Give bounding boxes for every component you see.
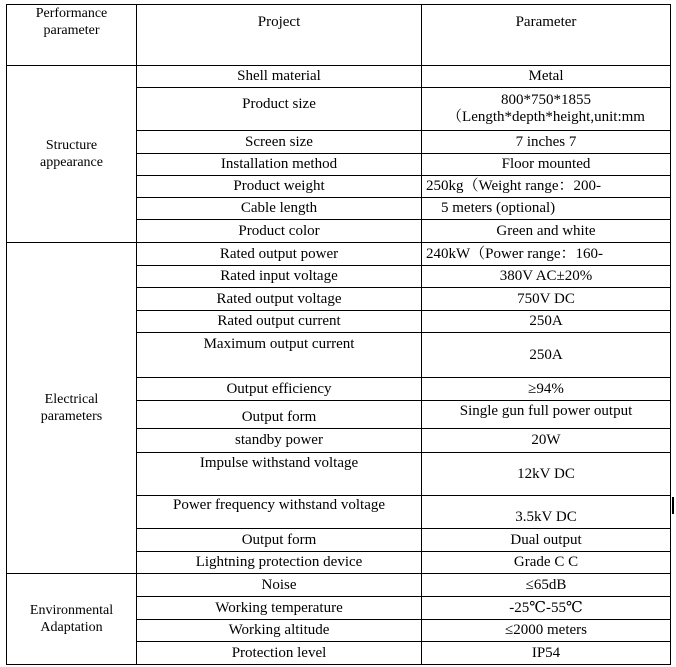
row-divider [136, 400, 671, 401]
section-category-line: Structure [45, 138, 98, 153]
cell-text: 240kW（Power range：160- [426, 245, 604, 262]
cell-text: ≤65dB [525, 576, 567, 593]
table-row-parameter [422, 220, 670, 242]
cell-text: Product weight [233, 178, 325, 194]
header-parameter-label: Parameter [515, 14, 577, 30]
cell-text: IP54 [531, 644, 561, 661]
table-row-project [137, 406, 421, 428]
table-row-parameter [426, 243, 670, 265]
table-row-project [137, 288, 421, 310]
cell-text: Installation method [220, 156, 338, 172]
header-category-line: parameter [43, 23, 100, 38]
header-category [7, 5, 136, 65]
cell-text: Floor mounted [501, 156, 591, 172]
cell-text: 12kV DC [517, 465, 575, 482]
table-row-parameter [422, 574, 670, 596]
cell-text: Output form [241, 408, 317, 425]
cell-text: 20W [531, 432, 561, 448]
cell-text: 7 inches 7 [515, 133, 577, 150]
table-row-project [137, 529, 421, 551]
row-divider [136, 495, 671, 496]
table-row-parameter [422, 552, 670, 573]
cell-text: Output efficiency [226, 380, 332, 397]
cell-text: Cable length [240, 200, 318, 216]
table-row-parameter [422, 453, 670, 495]
table-row-project [137, 154, 421, 175]
table-row-project [137, 429, 421, 452]
header-project [137, 14, 421, 54]
table-row-project [137, 597, 421, 619]
cell-text: standby power [235, 432, 323, 448]
table-row-parameter [422, 403, 670, 428]
table-row-parameter [422, 642, 670, 664]
table-row-project [137, 620, 421, 641]
cell-text: ≤2000 meters [505, 622, 587, 638]
table-row-parameter [422, 378, 670, 400]
table-row-project [137, 66, 421, 87]
table-border-right [670, 4, 671, 665]
cell-text: Screen size [245, 133, 313, 150]
cell-text: -25℃-55℃ [509, 599, 583, 616]
table-row-project [137, 497, 421, 528]
cell-text: ≥94% [528, 380, 564, 397]
cell-text: Single gun full power output [459, 403, 633, 419]
table-row-parameter [422, 620, 670, 641]
cell-text: Rated output voltage [216, 290, 342, 307]
cell-text: Dual output [510, 531, 582, 548]
cell-text: 250A [529, 313, 563, 329]
edge-mark [672, 497, 674, 514]
section-category [7, 66, 136, 242]
cell-text: 250kg（Weight range：200- [426, 178, 602, 194]
table-row-parameter [422, 288, 670, 310]
cell-text: Grade C C [513, 554, 579, 570]
section-category [7, 243, 136, 573]
section-category-line: Environmental [29, 603, 114, 618]
table-row-project [137, 552, 421, 573]
cell-text: Rated output current [217, 313, 341, 329]
cell-text: 5 meters (optional) [441, 200, 556, 216]
table-row-project [137, 455, 421, 495]
table-row-parameter [422, 154, 670, 175]
cell-text: Product color [238, 222, 320, 239]
table-row-parameter [422, 66, 670, 87]
table-row-project [137, 266, 421, 287]
table-row-parameter [422, 311, 670, 332]
cell-text: Impulse withstand voltage [199, 455, 359, 471]
cell-text: Rated input voltage [220, 268, 338, 284]
table-row-parameter [422, 429, 670, 452]
table-row-parameter [422, 333, 670, 377]
table-row-parameter [441, 198, 670, 219]
cell-text: （Length*depth*height,unit:mm [447, 109, 645, 125]
cell-text: 800*750*1855 [501, 92, 591, 108]
cell-text: Noise [261, 576, 297, 593]
table-row-parameter [422, 266, 670, 287]
table-row-parameter [422, 507, 670, 528]
cell-text: Shell material [237, 68, 321, 84]
section-category [7, 574, 136, 664]
cell-text: 380V AC±20% [499, 268, 593, 284]
table-row-project [137, 243, 421, 265]
header-parameter [422, 14, 670, 54]
cell-text: Lightning protection device [195, 554, 363, 570]
table-row-project [137, 176, 421, 197]
section-category-line: Adaptation [40, 620, 103, 635]
cell-text: Metal [528, 68, 564, 84]
table-row-project [137, 642, 421, 664]
table-row-parameter [422, 597, 670, 619]
table-row-project [137, 378, 421, 400]
table-row-parameter [422, 88, 670, 130]
cell-text: 750V DC [517, 290, 575, 307]
cell-text: Protection level [231, 644, 327, 661]
table-row-project [137, 311, 421, 332]
table-row-project [137, 336, 421, 377]
cell-text: 250A [529, 346, 563, 363]
cell-text: Output form [241, 531, 317, 548]
section-category-line: Electrical [44, 392, 99, 407]
table-border-bottom [6, 664, 671, 665]
cell-text: Green and white [496, 222, 596, 239]
cell-text: Product size [242, 96, 316, 112]
cell-text: 3.5kV DC [515, 509, 577, 525]
cell-text: Working altitude [228, 622, 330, 638]
header-category-line: Performance [35, 6, 108, 21]
table-row-project [137, 220, 421, 242]
table-row-project [137, 131, 421, 153]
table-row-project [137, 96, 421, 130]
cell-text: Working temperature [215, 599, 343, 616]
table-row-parameter [422, 131, 670, 153]
section-category-line: parameters [40, 409, 103, 424]
header-project-label: Project [257, 14, 301, 30]
table-row-parameter [426, 176, 670, 197]
table-row-project [137, 574, 421, 596]
cell-text: Rated output power [219, 245, 339, 262]
cell-text: Power frequency withstand voltage [172, 497, 386, 513]
table-row-project [137, 198, 421, 219]
table-row-parameter [422, 529, 670, 551]
section-category-line: appearance [40, 155, 103, 170]
cell-text: Maximum output current [203, 336, 355, 352]
